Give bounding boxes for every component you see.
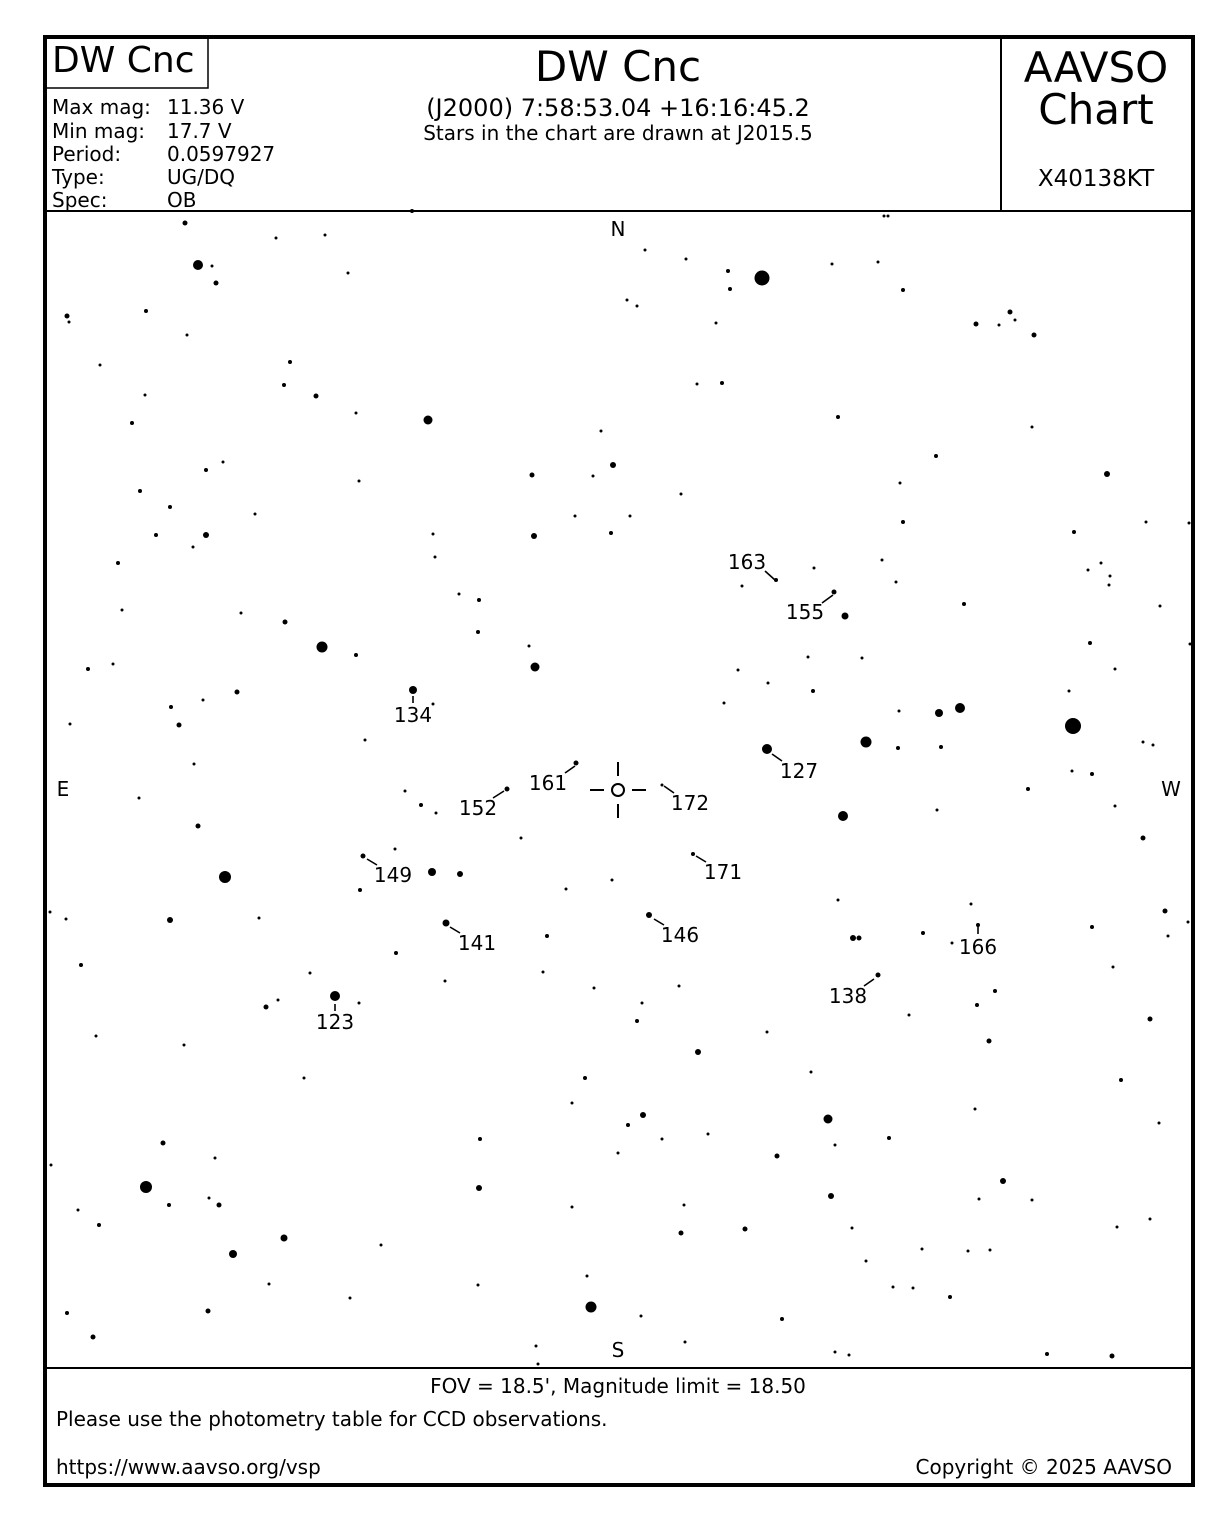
star-dot [428, 868, 436, 876]
footer-copyright: Copyright © 2025 AAVSO [915, 1455, 1172, 1479]
star-dot [611, 879, 614, 882]
star-dot [65, 1311, 69, 1315]
star-dot [1119, 1078, 1123, 1082]
star-dot [720, 381, 724, 385]
star-dot [1189, 643, 1192, 646]
star-dot [1045, 1352, 1049, 1356]
star-dot [229, 1250, 237, 1258]
star-dot [831, 263, 834, 266]
star-dot [130, 421, 134, 425]
star-dot [640, 1315, 643, 1318]
star-dot [254, 513, 257, 516]
star-dot [1152, 744, 1155, 747]
star-dot [208, 1197, 211, 1200]
star-dot [1068, 690, 1071, 693]
fov-info: FOV = 18.5', Magnitude limit = 18.50 [430, 1374, 806, 1398]
direction-west: W [1161, 777, 1181, 801]
star-dot [715, 322, 718, 325]
star-dot [912, 1287, 915, 1290]
star-dot [679, 1231, 684, 1236]
star-name-box-text: DW Cnc [52, 40, 195, 81]
star-dot [1167, 935, 1170, 938]
star-dot [537, 1363, 540, 1366]
star-dot [921, 1248, 924, 1251]
info-value: OB [167, 188, 197, 212]
star-dot [1090, 772, 1094, 776]
star-dot [432, 533, 435, 536]
star-dot [283, 620, 288, 625]
star-dot [775, 1154, 780, 1159]
comparison-label-152: 152 [458, 796, 498, 820]
star-dot [1116, 1226, 1119, 1229]
star-dot [443, 920, 450, 927]
star-dot [617, 1152, 620, 1155]
star-dot [586, 1302, 597, 1313]
star-dot [1031, 426, 1034, 429]
star-dot [571, 1102, 574, 1105]
star-dot [309, 972, 312, 975]
star-dot [574, 515, 577, 518]
star-dot [354, 653, 358, 657]
star-dot [288, 360, 292, 364]
comparison-label-123: 123 [315, 1010, 355, 1034]
star-dot [901, 288, 905, 292]
star-dot [836, 415, 840, 419]
star-dot [951, 942, 954, 945]
star-dot [565, 888, 568, 891]
star-dot [883, 215, 886, 218]
star-dot [1000, 1178, 1006, 1184]
info-value: 17.7 V [167, 119, 232, 143]
star-dot [203, 532, 209, 538]
star-dot [857, 936, 862, 941]
star-dot [282, 383, 286, 387]
star-dot [865, 1260, 868, 1263]
comparison-label-163: 163 [727, 550, 767, 574]
star-dot [79, 963, 83, 967]
star-dot [277, 999, 280, 1002]
star-dot [99, 364, 102, 367]
star-dot [691, 852, 695, 856]
star-dot [314, 394, 319, 399]
info-label: Type: [52, 165, 105, 189]
star-dot [222, 461, 225, 464]
star-dot [970, 903, 973, 906]
star-dot [1158, 1122, 1161, 1125]
star-dot [347, 272, 350, 275]
star-dot [1026, 787, 1030, 791]
star-dot [1109, 575, 1112, 578]
star-dot [169, 705, 173, 709]
direction-north: N [610, 217, 626, 241]
star-dot [962, 602, 966, 606]
star-dot [530, 473, 535, 478]
star-dot [183, 1044, 186, 1047]
star-dot [240, 612, 243, 615]
star-dot [641, 1002, 644, 1005]
star-dot [1088, 641, 1092, 645]
star-dot [921, 931, 925, 935]
chart-title: DW Cnc [534, 42, 702, 91]
star-dot [936, 809, 939, 812]
star-dot [807, 656, 810, 659]
star-dot [435, 812, 438, 815]
star-dot [183, 221, 188, 226]
star-dot [1108, 584, 1111, 587]
star-dot [635, 1019, 639, 1023]
star-dot [851, 1227, 854, 1230]
star-dot [861, 657, 864, 660]
star-dot [154, 533, 158, 537]
star-dot [955, 703, 965, 713]
star-dot [275, 237, 278, 240]
star-dot [478, 1137, 482, 1141]
star-dot [144, 309, 148, 313]
star-dot [419, 803, 423, 807]
star-dot [741, 585, 744, 588]
star-dot [361, 854, 366, 859]
info-value: UG/DQ [167, 165, 236, 189]
star-dot [998, 324, 1001, 327]
star-dot [824, 1115, 833, 1124]
star-dot [989, 1249, 992, 1252]
star-dot [646, 912, 652, 918]
star-dot [609, 531, 613, 535]
star-dot [935, 709, 943, 717]
star-dot [65, 314, 70, 319]
star-dot [680, 493, 683, 496]
comparison-leaders [335, 571, 978, 1011]
star-dot [458, 593, 461, 596]
info-label: Spec: [52, 188, 108, 212]
star-dot [1141, 836, 1146, 841]
star-dot [97, 1223, 101, 1227]
star-dot [1114, 805, 1117, 808]
star-dot [934, 454, 938, 458]
star-dot [1031, 1199, 1034, 1202]
star-dot [967, 1250, 970, 1253]
chart-id: X40138KT [1037, 166, 1155, 192]
star-dot [116, 561, 120, 565]
star-dot [476, 630, 480, 634]
star-dot [542, 971, 545, 974]
comparison-label-146: 146 [660, 923, 700, 947]
star-dot [434, 556, 437, 559]
star-dot [743, 1227, 748, 1232]
star-dot [571, 1206, 574, 1209]
info-label: Period: [52, 142, 122, 166]
star-dot [95, 1035, 98, 1038]
brand-aavso: AAVSO [1023, 43, 1169, 92]
footer-url: https://www.aavso.org/vsp [56, 1455, 321, 1479]
star-dot [987, 1039, 992, 1044]
star-dot [168, 505, 172, 509]
target-crosshair [590, 762, 646, 818]
star-dot [1071, 770, 1074, 773]
star-dot [505, 787, 510, 792]
star-dot [813, 567, 816, 570]
star-dot [636, 305, 639, 308]
star-dot [892, 1286, 895, 1289]
star-dot [707, 1133, 710, 1136]
star-dot [640, 1112, 646, 1118]
star-dot [364, 739, 367, 742]
comparison-label-171: 171 [703, 860, 743, 884]
star-dot [1110, 1354, 1115, 1359]
star-dot [394, 951, 398, 955]
star-dot [355, 412, 358, 415]
info-value: 11.36 V [167, 95, 245, 119]
star-dot [1188, 522, 1191, 525]
star-dot [811, 689, 815, 693]
star-dot [898, 710, 901, 713]
star-dot [737, 669, 740, 672]
star-dot [193, 260, 203, 270]
star-dot [661, 1138, 664, 1141]
star-dot [767, 682, 770, 685]
star-dot [684, 1341, 687, 1344]
star-dot [626, 299, 629, 302]
comparison-label-149: 149 [373, 863, 413, 887]
star-dot [144, 394, 147, 397]
star-dot [895, 581, 898, 584]
star-dot [202, 699, 205, 702]
star-dot [1145, 521, 1148, 524]
star-dot [810, 1071, 813, 1074]
star-dot [268, 1283, 271, 1286]
star-dot [901, 520, 905, 524]
star-dot [723, 702, 726, 705]
star-dot [1072, 530, 1076, 534]
star-dot [1065, 718, 1081, 734]
star-dot [593, 987, 596, 990]
star-dot [167, 917, 173, 923]
star-dot [477, 1284, 480, 1287]
star-dot [1008, 310, 1013, 315]
star-dot [828, 1193, 834, 1199]
star-dot [610, 462, 616, 468]
star-dot [192, 546, 195, 549]
star-dot [264, 1005, 269, 1010]
comparison-label-166: 166 [958, 935, 998, 959]
star-dot [303, 1077, 306, 1080]
star-dot [49, 911, 52, 914]
star-dot [196, 824, 201, 829]
star-dot [832, 590, 837, 595]
comparison-label-155: 155 [785, 600, 825, 624]
star-dot [1163, 909, 1168, 914]
star-dot [258, 917, 261, 920]
star-dot [86, 667, 90, 671]
star-dot [626, 1123, 630, 1127]
star-dot [531, 533, 537, 539]
star-dot [861, 737, 872, 748]
star-dot [358, 888, 362, 892]
star-dot [409, 686, 417, 694]
comparison-label-161: 161 [528, 771, 568, 795]
star-dot [848, 1354, 851, 1357]
star-dot [1087, 569, 1090, 572]
star-dot [766, 1031, 769, 1034]
star-dot [974, 322, 979, 327]
star-dot [50, 1164, 53, 1167]
star-dot [404, 790, 407, 793]
star-dot [726, 269, 730, 273]
star-dot [177, 723, 182, 728]
star-dot [842, 613, 849, 620]
star-dot [574, 761, 579, 766]
star-dot [876, 973, 881, 978]
star-dot [661, 784, 664, 787]
star-dot [1148, 1017, 1153, 1022]
star-dot [330, 991, 340, 1001]
star-dot [476, 1185, 482, 1191]
star-dot [324, 234, 327, 237]
star-field [49, 209, 1192, 1366]
star-dot [1149, 1218, 1152, 1221]
star-dot [1032, 333, 1037, 338]
star-dot [358, 1002, 361, 1005]
star-dot [1090, 925, 1094, 929]
star-dot [1104, 471, 1110, 477]
star-dot [219, 871, 231, 883]
comparison-label-141: 141 [457, 931, 497, 955]
star-dot [696, 383, 699, 386]
star-dot [535, 1345, 538, 1348]
star-dot [850, 935, 856, 941]
star-dot [1114, 668, 1117, 671]
star-dot [281, 1235, 288, 1242]
star-dot [1159, 605, 1162, 608]
star-dot [531, 663, 540, 672]
star-dot [695, 1049, 701, 1055]
info-label: Max mag: [52, 95, 151, 119]
ccd-note: Please use the photometry table for CCD observations. [56, 1407, 608, 1431]
star-dot [394, 848, 397, 851]
star-dot [167, 1203, 171, 1207]
star-dot [214, 1157, 217, 1160]
star-dot [68, 321, 71, 324]
star-dot [186, 334, 189, 337]
star-dot [112, 663, 115, 666]
star-dot [583, 1076, 587, 1080]
star-dot [887, 215, 890, 218]
star-dot [762, 744, 772, 754]
direction-south: S [611, 1338, 625, 1362]
star-dot [780, 1317, 784, 1321]
star-dot [193, 763, 196, 766]
star-dot [140, 1181, 152, 1193]
star-dot [644, 249, 647, 252]
chart-coordinates: (J2000) 7:58:53.04 +16:16:45.2 [426, 94, 810, 122]
comparison-label-172: 172 [670, 791, 710, 815]
star-dot [896, 746, 900, 750]
star-dot [444, 980, 447, 983]
star-dot [214, 281, 219, 286]
comparison-label-127: 127 [779, 759, 819, 783]
star-dot [683, 1204, 686, 1207]
star-dot [520, 837, 523, 840]
brand-chart: Chart [1038, 85, 1154, 134]
direction-east: E [56, 777, 70, 801]
star-dot [834, 1144, 837, 1147]
star-dot [678, 985, 681, 988]
star-dot [477, 598, 481, 602]
star-dot [838, 811, 848, 821]
star-dot [69, 723, 72, 726]
star-dot [948, 1295, 952, 1299]
star-dot [1187, 921, 1190, 924]
outer-frame [45, 37, 1193, 1485]
star-dot [600, 430, 603, 433]
comparison-label-138: 138 [828, 984, 868, 1008]
info-value: 0.0597927 [167, 142, 276, 166]
star-dot [161, 1141, 166, 1146]
star-dot [1100, 562, 1103, 565]
info-label: Min mag: [52, 119, 146, 143]
star-dot [974, 1108, 977, 1111]
star-dot [1112, 966, 1115, 969]
star-dot [317, 642, 328, 653]
star-dot [211, 265, 214, 268]
star-dot [586, 1275, 589, 1278]
star-dot [138, 489, 142, 493]
star-dot [834, 1351, 837, 1354]
star-dot [908, 1014, 911, 1017]
star-dot [528, 645, 531, 648]
star-dot [978, 1198, 981, 1201]
star-dot [837, 899, 840, 902]
star-dot [545, 934, 549, 938]
star-dot [629, 515, 632, 518]
star-dot [939, 745, 943, 749]
star-dot [975, 1003, 979, 1007]
star-dot [881, 559, 884, 562]
star-dot [1014, 319, 1017, 322]
star-dot [424, 416, 433, 425]
star-dot [685, 258, 688, 261]
star-dot [1142, 741, 1145, 744]
star-dot [887, 1136, 891, 1140]
comparison-label-134: 134 [393, 703, 433, 727]
star-dot [755, 271, 770, 286]
star-dot [77, 1209, 80, 1212]
star-dot [993, 989, 997, 993]
star-dot [358, 480, 361, 483]
star-dot [235, 690, 240, 695]
star-dot [410, 209, 414, 213]
star-dot [206, 1309, 211, 1314]
star-dot [138, 797, 141, 800]
star-dot [380, 1244, 383, 1247]
star-dot [592, 475, 595, 478]
star-dot [91, 1335, 96, 1340]
star-dot [217, 1203, 222, 1208]
star-dot [728, 287, 732, 291]
star-dot [204, 468, 208, 472]
star-dot [349, 1297, 352, 1300]
star-dot [65, 918, 68, 921]
star-dot [899, 482, 902, 485]
star-dot [121, 609, 124, 612]
star-dot [877, 261, 880, 264]
star-dot [457, 871, 463, 877]
epoch-note: Stars in the chart are drawn at J2015.5 [423, 121, 813, 145]
